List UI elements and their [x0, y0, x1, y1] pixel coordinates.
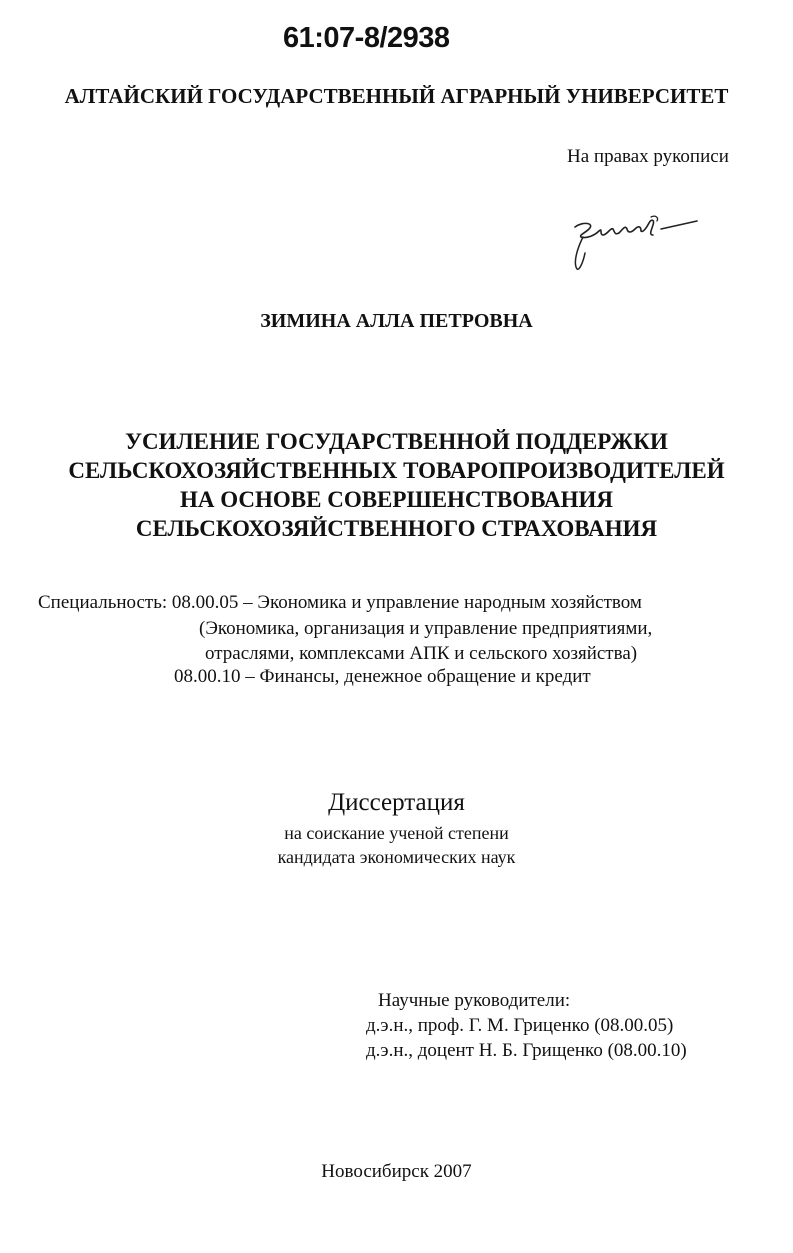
title-line: СЕЛЬСКОХОЗЯЙСТВЕННЫХ ТОВАРОПРОИЗВОДИТЕЛЕЙ: [68, 458, 725, 483]
degree-statement: [0, 821, 793, 869]
supervisor-line: д.э.н., проф. Г. М. Гриценко (08.00.05): [366, 1015, 674, 1036]
specialty-line: (Экономика, организация и управление предприятиями,: [199, 618, 653, 639]
title-line: УСИЛЕНИЕ ГОСУДАРСТВЕННОЙ ПОДДЕРЖКИ: [125, 429, 668, 454]
dissertation-title: [0, 427, 793, 543]
specialty-line: Специальность: 08.00.05 – Экономика и управление народным хозяйством: [38, 592, 642, 613]
university-name: АЛТАЙСКИЙ ГОСУДАРСТВЕННЫЙ АГРАРНЫЙ УНИВЕРСИТЕТ: [64, 84, 729, 108]
supervisor-line: д.э.н., доцент Н. Б. Грищенко (08.00.10): [366, 1040, 687, 1061]
work-type: Диссертация: [328, 789, 465, 816]
specialty-line: 08.00.10 – Финансы, денежное обращение и кредит: [174, 666, 591, 687]
city-year: Новосибирск 2007: [321, 1161, 472, 1182]
supervisors-heading: Научные руководители:: [378, 990, 571, 1011]
manuscript-rights-note: На правах рукописи: [567, 146, 729, 167]
degree-line: на соискание ученой степени: [284, 823, 509, 843]
handwritten-signature: [565, 205, 705, 280]
title-line: СЕЛЬСКОХОЗЯЙСТВЕННОГО СТРАХОВАНИЯ: [135, 516, 658, 541]
title-line: НА ОСНОВЕ СОВЕРШЕНСТВОВАНИЯ: [179, 487, 614, 512]
registration-code: 61:07-8/2938: [283, 22, 450, 54]
specialty-line: отраслями, комплексами АПК и сельского хозяйства): [205, 643, 638, 664]
degree-line: кандидата экономических наук: [277, 847, 516, 867]
author-name: ЗИМИНА АЛЛА ПЕТРОВНА: [260, 310, 533, 332]
